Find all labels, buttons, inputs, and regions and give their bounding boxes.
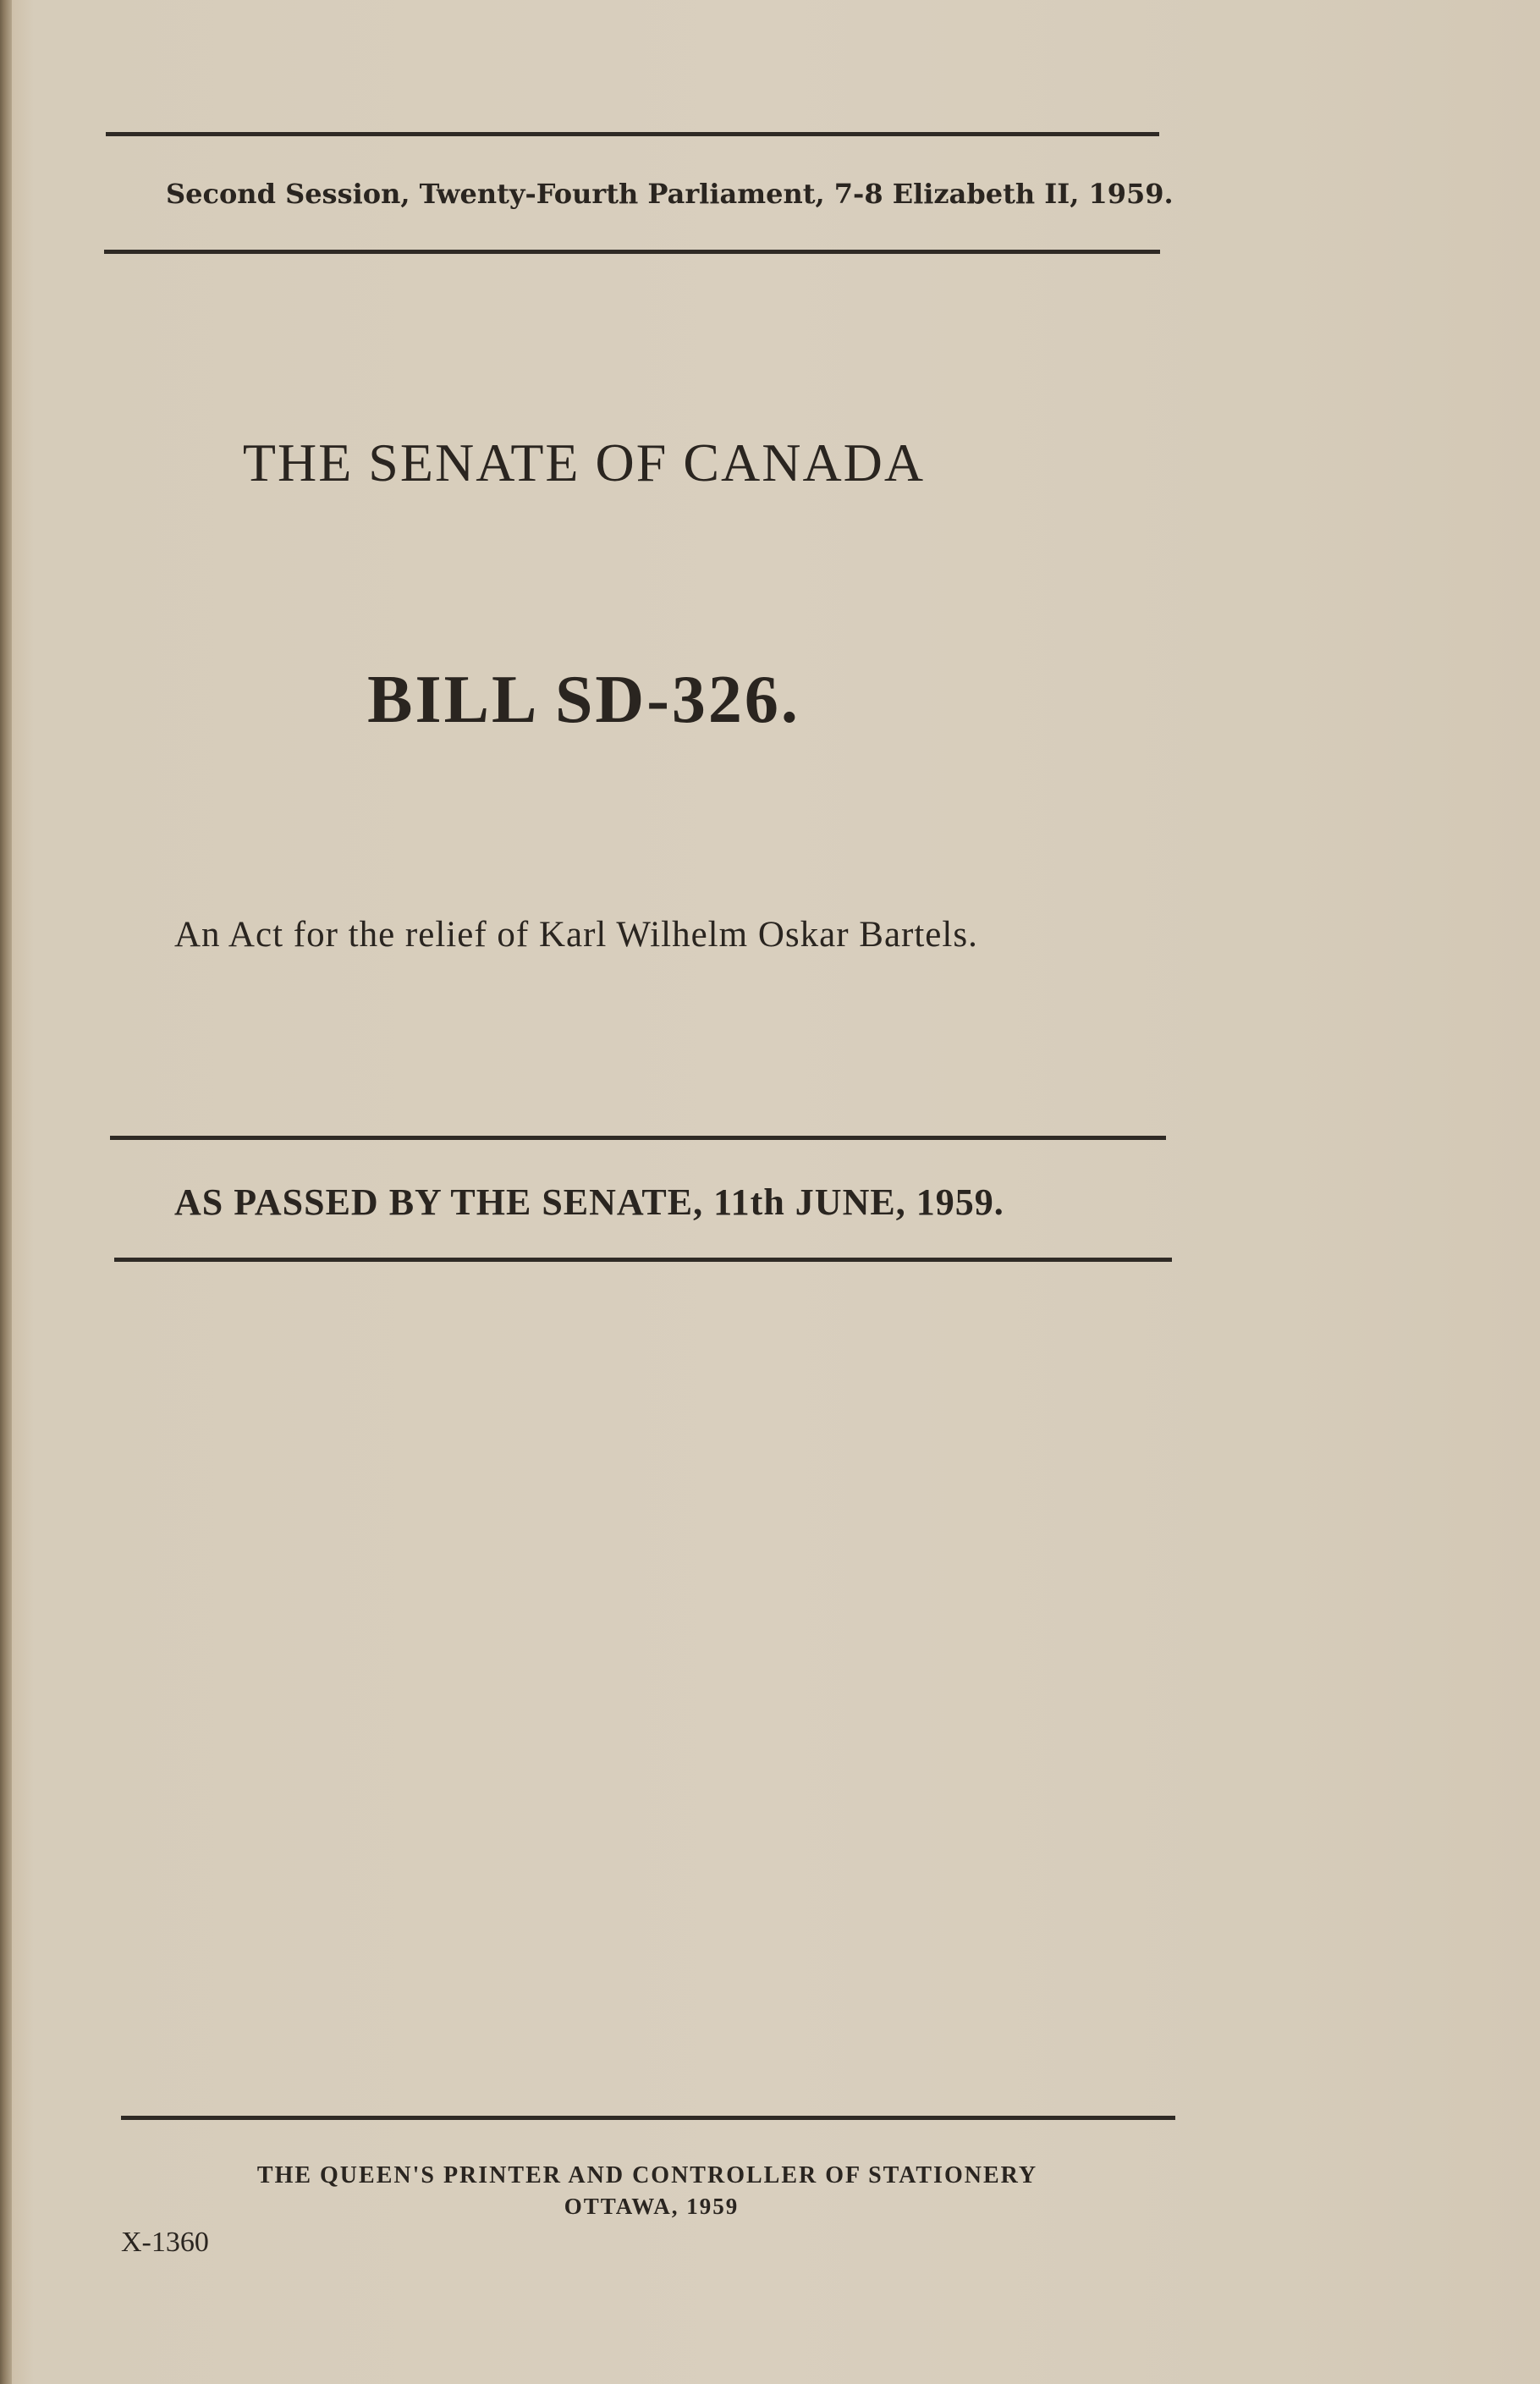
passed-status: AS PASSED BY THE SENATE, 11th JUNE, 1959. (174, 1181, 1004, 1223)
binding-edge (0, 0, 12, 2384)
session-line: Second Session, Twenty-Fourth Parliament, 7-8 Elizabeth II, 1959. (166, 178, 1174, 210)
footer-rule (121, 2116, 1175, 2120)
printer-line: THE QUEEN'S PRINTER AND CONTROLLER OF STATIONERY (256, 2162, 1038, 2189)
passed-bottom-rule (114, 1258, 1172, 1262)
chamber-heading: THE SENATE OF CANADA (242, 432, 926, 493)
printer-city: OTTAWA, 1959 (564, 2194, 740, 2219)
header-bottom-rule (104, 250, 1160, 254)
bill-number: BILL SD-326. (367, 663, 800, 737)
passed-top-rule (110, 1136, 1166, 1140)
act-title: An Act for the relief of Karl Wilhelm Oskar Bartels. (174, 915, 978, 955)
top-rule (106, 132, 1159, 136)
document-number: X-1360 (121, 2227, 209, 2258)
